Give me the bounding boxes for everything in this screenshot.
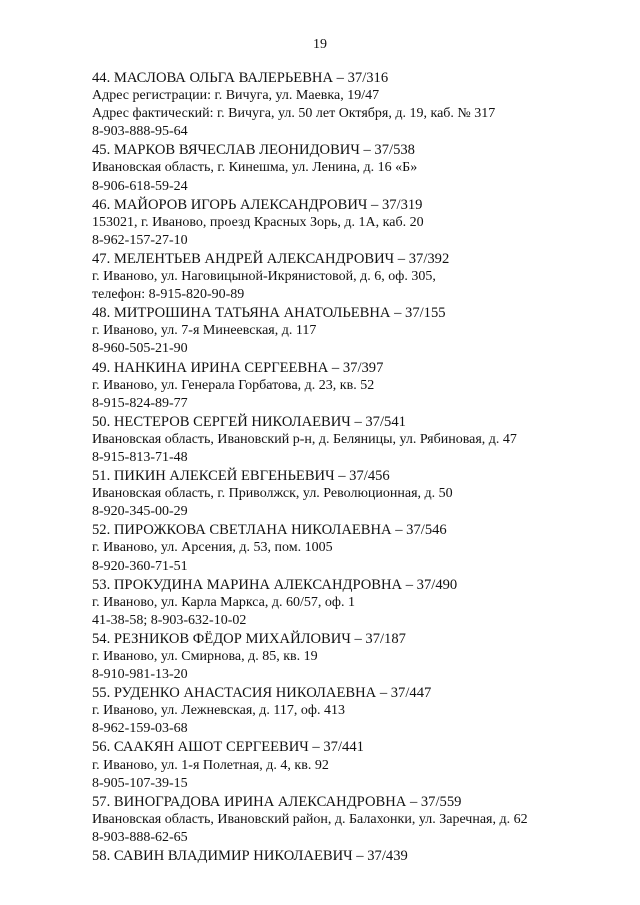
entry-name: 53. ПРОКУДИНА МАРИНА АЛЕКСАНДРОВНА – 37/490: [92, 576, 458, 593]
entry-detail-line: 8-905-107-39-15: [92, 775, 188, 791]
entry-detail-line: г. Иваново, ул. Наговицыной-Икрянистовой, д. 6, оф. 305,: [92, 269, 436, 285]
entry-detail-line: 8-903-888-95-64: [92, 124, 188, 140]
entry-detail-line: телефон: 8-915-820-90-89: [92, 287, 245, 303]
list-item: [92, 69, 632, 141]
entry-detail-line: г. Иваново, ул. Генерала Горбатова, д. 23, кв. 52: [92, 377, 375, 393]
entry-detail-line: 8-962-159-03-68: [92, 721, 188, 737]
list-item: [92, 141, 632, 195]
list-item: [92, 793, 632, 847]
list-item: [92, 250, 632, 304]
entry-detail-line: 8-920-360-71-51: [92, 558, 188, 574]
entry-name: 50. НЕСТЕРОВ СЕРГЕЙ НИКОЛАЕВИЧ – 37/541: [92, 413, 406, 430]
list-item: [92, 630, 632, 684]
entry-name: 55. РУДЕНКО АНАСТАСИЯ НИКОЛАЕВНА – 37/447: [92, 685, 432, 702]
entry-name: 48. МИТРОШИНА ТАТЬЯНА АНАТОЛЬЕВНА – 37/155: [92, 305, 446, 322]
entry-detail-line: 8-915-824-89-77: [92, 395, 188, 411]
entry-detail-line: г. Иваново, ул. Смирнова, д. 85, кв. 19: [92, 649, 318, 664]
page-number: 19: [313, 37, 327, 52]
list-item: [92, 521, 632, 575]
entry-detail-line: г. Иваново, ул. 1-я Полетная, д. 4, кв. 92: [92, 757, 329, 773]
entry-name: 44. МАСЛОВА ОЛЬГА ВАЛЕРЬЕВНА – 37/316: [92, 70, 389, 86]
entry-detail-line: г. Иваново, ул. Арсения, д. 53, пом. 1005: [92, 540, 333, 556]
entry-detail-line: 8-906-618-59-24: [92, 178, 188, 194]
entry-name: 54. РЕЗНИКОВ ФЁДОР МИХАЙЛОВИЧ – 37/187: [92, 630, 406, 647]
entry-detail-line: г. Иваново, ул. Карла Маркса, д. 60/57, оф. 1: [92, 594, 355, 610]
entry-detail-line: Ивановская область, г. Кинешма, ул. Ленина, д. 16 «Б»: [92, 160, 418, 176]
entry-detail-line: 8-910-981-13-20: [92, 667, 188, 683]
entry-detail-line: г. Иваново, ул. 7-я Минеевская, д. 117: [92, 323, 317, 339]
entry-name: 57. ВИНОГРАДОВА ИРИНА АЛЕКСАНДРОВНА – 37/559: [92, 793, 462, 810]
list-item: [92, 684, 632, 738]
entry-detail-line: 41-38-58; 8-903-632-10-02: [92, 612, 247, 628]
list-item: [92, 196, 632, 250]
entry-detail-line: Адрес фактический: г. Вичуга, ул. 50 лет Октября, д. 19, каб. № 317: [92, 106, 496, 122]
entry-name: 56. СААКЯН АШОТ СЕРГЕЕВИЧ – 37/441: [92, 739, 364, 756]
entry-name: 47. МЕЛЕНТЬЕВ АНДРЕЙ АЛЕКСАНДРОВИЧ – 37/392: [92, 250, 450, 267]
entry-detail-line: Адрес регистрации: г. Вичуга, ул. Маевка, 19/47: [92, 88, 380, 104]
entry-name: 51. ПИКИН АЛЕКСЕЙ ЕВГЕНЬЕВИЧ – 37/456: [92, 468, 390, 485]
entry-name: 46. МАЙОРОВ ИГОРЬ АЛЕКСАНДРОВИЧ – 37/319: [92, 196, 423, 213]
list-item: [92, 359, 632, 413]
list-item: [92, 847, 632, 865]
entry-detail-line: 153021, г. Иваново, проезд Красных Зорь, д. 1А, каб. 20: [92, 214, 424, 230]
entry-detail-line: 8-962-157-27-10: [92, 232, 188, 248]
list-item: [92, 467, 632, 521]
entry-name: 45. МАРКОВ ВЯЧЕСЛАВ ЛЕОНИДОВИЧ – 37/538: [92, 142, 415, 159]
entry-detail-line: г. Иваново, ул. Лежневская, д. 117, оф. 413: [92, 703, 345, 719]
list-item: [92, 304, 632, 358]
entry-detail-line: Ивановская область, г. Приволжск, ул. Революционная, д. 50: [92, 486, 453, 502]
entry-name: 49. НАНКИНА ИРИНА СЕРГЕЕВНА – 37/397: [92, 359, 384, 376]
entry-list: [92, 69, 632, 865]
entry-name: 58. САВИН ВЛАДИМИР НИКОЛАЕВИЧ – 37/439: [92, 848, 408, 865]
entry-detail-line: 8-903-888-62-65: [92, 829, 188, 845]
entry-detail-line: Ивановская область, Ивановский р-н, д. Беляницы, ул. Рябиновая, д. 47: [92, 431, 517, 447]
entry-detail-line: 8-920-345-00-29: [92, 504, 188, 520]
entry-detail-line: Ивановская область, Ивановский район, д. Балахонки, ул. Заречная, д. 62: [92, 811, 528, 827]
list-item: [92, 738, 632, 792]
list-item: [92, 576, 632, 630]
list-item: [92, 413, 632, 467]
entry-detail-line: 8-960-505-21-90: [92, 341, 188, 357]
entry-name: 52. ПИРОЖКОВА СВЕТЛАНА НИКОЛАЕВНА – 37/546: [92, 522, 447, 539]
entry-detail-line: 8-915-813-71-48: [92, 449, 188, 465]
